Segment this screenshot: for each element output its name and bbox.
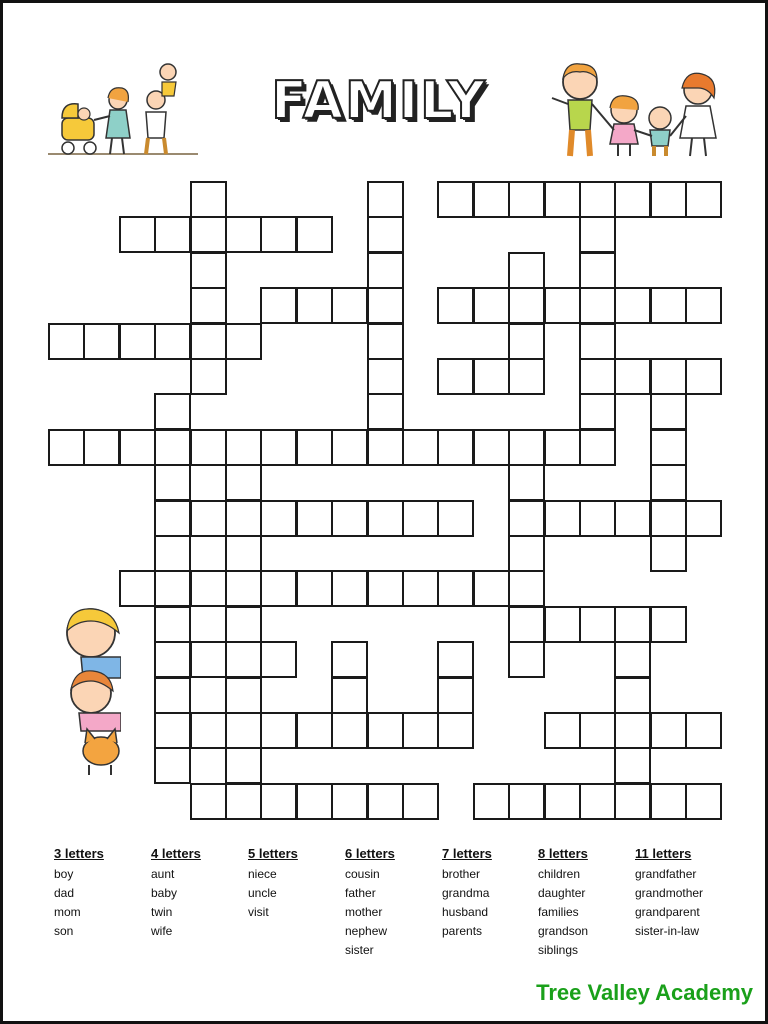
family-walking-stroller-illustration — [48, 58, 198, 163]
crossword-cell[interactable] — [154, 747, 191, 784]
crossword-cell[interactable] — [367, 252, 404, 289]
crossword-cell[interactable] — [296, 570, 333, 607]
crossword-cell[interactable] — [473, 287, 510, 324]
crossword-cell[interactable] — [154, 641, 191, 678]
crossword-cell[interactable] — [579, 783, 616, 820]
crossword-cell[interactable] — [437, 500, 474, 537]
crossword-cell[interactable] — [119, 429, 156, 466]
word-column — [54, 846, 104, 941]
word-item: brother — [442, 867, 481, 881]
crossword-cell[interactable] — [685, 500, 722, 537]
crossword-cell[interactable] — [225, 464, 262, 501]
word-item: husband — [442, 905, 489, 919]
crossword-cell[interactable] — [154, 500, 191, 537]
crossword-cell[interactable] — [190, 712, 227, 749]
word-item: niece — [248, 867, 277, 881]
kids-peeking-with-cat-illustration — [51, 603, 121, 778]
crossword-cell[interactable] — [437, 287, 474, 324]
crossword-cell[interactable] — [614, 783, 651, 820]
crossword-cell[interactable] — [579, 181, 616, 218]
crossword-cell[interactable] — [579, 287, 616, 324]
crossword-cell[interactable] — [650, 712, 687, 749]
crossword-cell[interactable] — [48, 323, 85, 360]
crossword-cell[interactable] — [367, 783, 404, 820]
crossword-cell[interactable] — [650, 287, 687, 324]
crossword-cell[interactable] — [579, 393, 616, 430]
word-column-heading: 3 letters — [54, 846, 104, 861]
crossword-cell[interactable] — [260, 429, 297, 466]
crossword-cell[interactable] — [614, 641, 651, 678]
crossword-cell[interactable] — [544, 181, 581, 218]
crossword-cell[interactable] — [544, 606, 581, 643]
crossword-cell[interactable] — [367, 358, 404, 395]
crossword-cell[interactable] — [614, 677, 651, 714]
crossword-cell[interactable] — [650, 500, 687, 537]
crossword-cell[interactable] — [614, 500, 651, 537]
crossword-cell[interactable] — [225, 535, 262, 572]
family-holding-hands-illustration — [548, 58, 728, 163]
word-column — [345, 846, 395, 960]
crossword-cell[interactable] — [402, 712, 439, 749]
crossword-cell[interactable] — [437, 429, 474, 466]
word-item: sister — [345, 943, 374, 957]
crossword-cell[interactable] — [331, 783, 368, 820]
word-item: visit — [248, 905, 269, 919]
crossword-cell[interactable] — [437, 641, 474, 678]
crossword-cell[interactable] — [579, 216, 616, 253]
crossword-cell[interactable] — [367, 570, 404, 607]
crossword-cell[interactable] — [260, 712, 297, 749]
crossword-cell[interactable] — [331, 570, 368, 607]
crossword-cell[interactable] — [685, 287, 722, 324]
crossword-cell[interactable] — [579, 712, 616, 749]
crossword-cell[interactable] — [154, 429, 191, 466]
crossword-cell[interactable] — [508, 358, 545, 395]
word-column-heading: 8 letters — [538, 846, 588, 861]
word-column — [151, 846, 201, 941]
crossword-cell[interactable] — [437, 181, 474, 218]
crossword-cell[interactable] — [367, 429, 404, 466]
crossword-cell[interactable] — [579, 606, 616, 643]
crossword-cell[interactable] — [544, 783, 581, 820]
crossword-cell[interactable] — [650, 606, 687, 643]
crossword-cell[interactable] — [296, 216, 333, 253]
crossword-cell[interactable] — [331, 287, 368, 324]
crossword-cell[interactable] — [225, 677, 262, 714]
crossword-cell[interactable] — [260, 216, 297, 253]
crossword-cell[interactable] — [154, 712, 191, 749]
crossword-cell[interactable] — [331, 641, 368, 678]
crossword-cell[interactable] — [508, 323, 545, 360]
crossword-cell[interactable] — [119, 570, 156, 607]
word-item: parents — [442, 924, 483, 938]
crossword-cell[interactable] — [685, 783, 722, 820]
crossword-cell[interactable] — [508, 500, 545, 537]
crossword-cell[interactable] — [154, 535, 191, 572]
crossword-cell[interactable] — [331, 500, 368, 537]
crossword-cell[interactable] — [367, 216, 404, 253]
crossword-cell[interactable] — [119, 323, 156, 360]
crossword-cell[interactable] — [190, 783, 227, 820]
crossword-cell[interactable] — [190, 641, 227, 678]
publisher-credit: Tree Valley Academy — [536, 980, 753, 1005]
crossword-cell[interactable] — [154, 323, 191, 360]
crossword-cell[interactable] — [367, 323, 404, 360]
crossword-cell[interactable] — [685, 712, 722, 749]
crossword-cell[interactable] — [190, 287, 227, 324]
word-column — [248, 846, 298, 922]
crossword-cell[interactable] — [260, 570, 297, 607]
crossword-cell[interactable] — [190, 181, 227, 218]
word-item: children — [538, 867, 581, 881]
crossword-cell[interactable] — [579, 500, 616, 537]
crossword-cell[interactable] — [225, 606, 262, 643]
crossword-cell[interactable] — [508, 783, 545, 820]
crossword-cell[interactable] — [614, 358, 651, 395]
word-item: twin — [151, 905, 173, 919]
crossword-cell[interactable] — [685, 358, 722, 395]
crossword-cell[interactable] — [48, 429, 85, 466]
crossword-cell[interactable] — [225, 641, 262, 678]
crossword-cell[interactable] — [544, 712, 581, 749]
crossword-cell[interactable] — [508, 429, 545, 466]
crossword-cell[interactable] — [296, 500, 333, 537]
crossword-cell[interactable] — [437, 570, 474, 607]
crossword-cell[interactable] — [190, 252, 227, 289]
word-item: wife — [151, 924, 173, 938]
word-column — [442, 846, 492, 941]
crossword-cell[interactable] — [296, 287, 333, 324]
word-item: families — [538, 905, 579, 919]
word-item: son — [54, 924, 74, 938]
crossword-cell[interactable] — [331, 712, 368, 749]
crossword-cell[interactable] — [225, 429, 262, 466]
crossword-cell[interactable] — [473, 429, 510, 466]
crossword-cell[interactable] — [190, 500, 227, 537]
word-column — [635, 846, 703, 941]
crossword-cell[interactable] — [402, 429, 439, 466]
word-item: aunt — [151, 867, 175, 881]
crossword-cell[interactable] — [260, 641, 297, 678]
word-item: grandparent — [635, 905, 700, 919]
crossword-cell[interactable] — [225, 570, 262, 607]
crossword-cell[interactable] — [650, 783, 687, 820]
word-column-heading: 6 letters — [345, 846, 395, 861]
crossword-cell[interactable] — [508, 287, 545, 324]
crossword-cell[interactable] — [614, 181, 651, 218]
crossword-cell[interactable] — [225, 323, 262, 360]
crossword-cell[interactable] — [190, 358, 227, 395]
crossword-cell[interactable] — [260, 500, 297, 537]
crossword-cell[interactable] — [508, 464, 545, 501]
word-item: grandfather — [635, 867, 697, 881]
crossword-cell[interactable] — [190, 570, 227, 607]
crossword-cell[interactable] — [154, 606, 191, 643]
crossword-cell[interactable] — [367, 393, 404, 430]
crossword-cell[interactable] — [473, 181, 510, 218]
crossword-cell[interactable] — [685, 181, 722, 218]
crossword-cell[interactable] — [83, 323, 120, 360]
crossword-cell[interactable] — [225, 216, 262, 253]
crossword-cell[interactable] — [473, 570, 510, 607]
word-item: grandson — [538, 924, 589, 938]
crossword-cell[interactable] — [154, 393, 191, 430]
crossword-cell[interactable] — [260, 783, 297, 820]
crossword-cell[interactable] — [579, 429, 616, 466]
crossword-cell[interactable] — [579, 323, 616, 360]
crossword-cell[interactable] — [437, 712, 474, 749]
crossword-cell[interactable] — [508, 252, 545, 289]
crossword-cell[interactable] — [225, 712, 262, 749]
crossword-cell[interactable] — [367, 500, 404, 537]
crossword-cell[interactable] — [473, 783, 510, 820]
word-item: boy — [54, 867, 74, 881]
word-item: grandma — [442, 886, 490, 900]
crossword-cell[interactable] — [154, 677, 191, 714]
crossword-cell[interactable] — [473, 358, 510, 395]
crossword-cell[interactable] — [367, 712, 404, 749]
crossword-cell[interactable] — [544, 287, 581, 324]
crossword-cell[interactable] — [650, 429, 687, 466]
crossword-cell[interactable] — [225, 783, 262, 820]
word-column-heading: 5 letters — [248, 846, 298, 861]
word-item: sister-in-law — [635, 924, 700, 938]
crossword-cell[interactable] — [650, 464, 687, 501]
crossword-cell[interactable] — [402, 570, 439, 607]
crossword-cell[interactable] — [260, 287, 297, 324]
crossword-cell[interactable] — [225, 500, 262, 537]
crossword-cell[interactable] — [190, 323, 227, 360]
crossword-cell[interactable] — [650, 393, 687, 430]
word-item: daughter — [538, 886, 586, 900]
crossword-cell[interactable] — [402, 500, 439, 537]
word-column-heading: 7 letters — [442, 846, 492, 861]
word-bank — [54, 846, 754, 966]
crossword-cell[interactable] — [154, 464, 191, 501]
crossword-cell[interactable] — [296, 783, 333, 820]
crossword-cell[interactable] — [614, 747, 651, 784]
word-item: dad — [54, 886, 75, 900]
crossword-cell[interactable] — [83, 429, 120, 466]
crossword-cell[interactable] — [614, 712, 651, 749]
word-column-heading: 4 letters — [151, 846, 201, 861]
word-item: father — [345, 886, 376, 900]
crossword-cell[interactable] — [367, 287, 404, 324]
crossword-cell[interactable] — [402, 783, 439, 820]
crossword-cell[interactable] — [650, 358, 687, 395]
crossword-cell[interactable] — [508, 181, 545, 218]
crossword-cell[interactable] — [508, 606, 545, 643]
word-column — [538, 846, 588, 960]
crossword-cell[interactable] — [367, 181, 404, 218]
crossword-cell[interactable] — [614, 287, 651, 324]
crossword-cell[interactable] — [544, 429, 581, 466]
word-item: cousin — [345, 867, 380, 881]
crossword-cell[interactable] — [437, 677, 474, 714]
crossword-cell[interactable] — [190, 429, 227, 466]
page-title: FAMILY — [271, 71, 487, 131]
word-item: mother — [345, 905, 383, 919]
crossword-cell[interactable] — [154, 570, 191, 607]
crossword-cell[interactable] — [508, 570, 545, 607]
crossword-cell[interactable] — [331, 429, 368, 466]
crossword-cell[interactable] — [614, 606, 651, 643]
crossword-cell[interactable] — [119, 216, 156, 253]
word-item: uncle — [248, 886, 277, 900]
word-item: baby — [151, 886, 178, 900]
crossword-cell[interactable] — [437, 358, 474, 395]
crossword-cell[interactable] — [544, 500, 581, 537]
crossword-cell[interactable] — [154, 216, 191, 253]
word-item: nephew — [345, 924, 388, 938]
crossword-cell[interactable] — [331, 677, 368, 714]
word-item: mom — [54, 905, 81, 919]
crossword-cell[interactable] — [650, 535, 687, 572]
crossword-cell[interactable] — [190, 216, 227, 253]
crossword-cell[interactable] — [650, 181, 687, 218]
word-item: siblings — [538, 943, 579, 957]
crossword-cell[interactable] — [579, 358, 616, 395]
crossword-cell[interactable] — [225, 747, 262, 784]
crossword-cell[interactable] — [508, 641, 545, 678]
crossword-cell[interactable] — [296, 429, 333, 466]
word-item: grandmother — [635, 886, 704, 900]
word-column-heading: 11 letters — [635, 846, 692, 861]
crossword-cell[interactable] — [296, 712, 333, 749]
crossword-cell[interactable] — [579, 252, 616, 289]
crossword-cell[interactable] — [508, 535, 545, 572]
